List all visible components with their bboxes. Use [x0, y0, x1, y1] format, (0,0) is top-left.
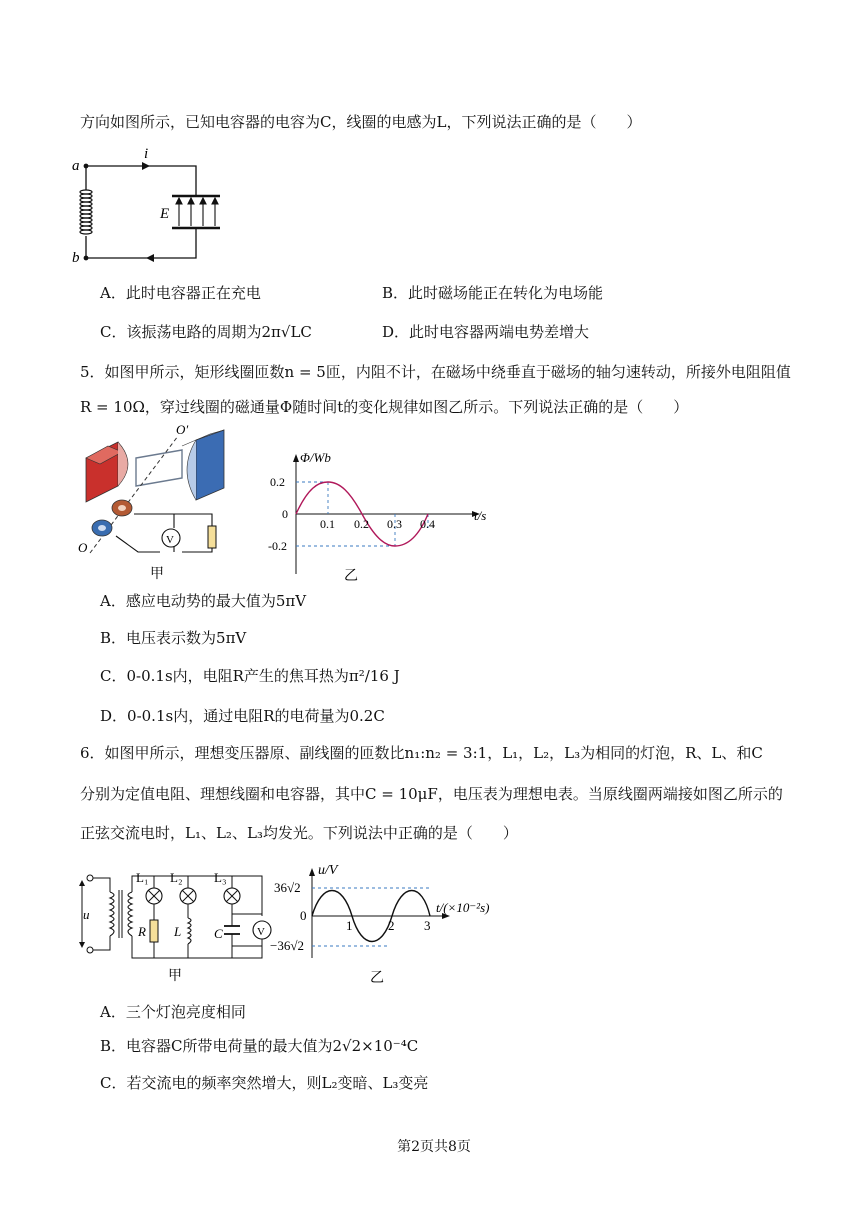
caption-jia-5: 甲	[150, 567, 164, 582]
label-C: C	[214, 926, 223, 941]
lc-circuit-figure	[72, 146, 236, 266]
q5-option-d: D．0-0.1s内，通过电阻R的电荷量为0.2C	[100, 707, 385, 725]
label-O-prime: O′	[176, 422, 189, 437]
flux-xtick-3: 0.3	[387, 517, 402, 531]
resistor-icon	[208, 526, 216, 548]
primary-coil	[110, 892, 114, 936]
voltage-xtick-1: 1	[346, 918, 353, 933]
flux-xtick-4: 0.4	[420, 517, 435, 531]
caption-jia-6: 甲	[168, 969, 182, 984]
voltage-xtick-2: 2	[388, 918, 395, 933]
q6-stem-line1: 6．如图甲所示，理想变压器原、副线圈的匝数比n₁:n₂ = 3:1，L₁，L₂，L₃为相同的灯泡，R、L、和C	[80, 744, 763, 762]
label-O: O	[78, 540, 88, 555]
inductor-L-icon	[188, 918, 191, 944]
q4-stem-tail: 方向如图所示，已知电容器的电容为C，线圈的电感为L，下列说法正确的是（ ）	[80, 113, 642, 131]
label-E: E	[160, 206, 170, 222]
q4-option-b: B．此时磁场能正在转化为电场能	[382, 284, 604, 302]
q5-option-a: A．感应电动势的最大值为5πV	[100, 592, 307, 610]
q5-option-b: B．电压表示数为5πV	[100, 629, 247, 647]
caption-yi-5: 乙	[344, 569, 358, 584]
voltage-ylabel: u/V	[318, 863, 338, 878]
flux-ytick-max: 0.2	[270, 475, 285, 489]
q4-option-a: A．此时电容器正在充电	[100, 284, 261, 302]
flux-xlabel: t/s	[474, 508, 487, 523]
label-L2: L₂	[170, 870, 183, 885]
inductor-coil	[80, 190, 92, 234]
label-R: R	[138, 924, 146, 939]
transformer-circuit-figure	[76, 862, 276, 986]
label-L1: L₁	[136, 870, 149, 885]
flux-ylabel: Φ/Wb	[300, 450, 331, 465]
q6-stem-line2: 分别为定值电阻、理想线圈和电容器，其中C = 10μF，电压表为理想电表。当原线圈两端接如图乙所示的	[80, 785, 783, 803]
flux-xtick-2: 0.2	[354, 517, 369, 531]
q6-option-a: A．三个灯泡亮度相同	[100, 1003, 246, 1021]
q4-option-c: C．该振荡电路的周期为2π√LC	[100, 323, 312, 341]
voltage-graph	[270, 860, 502, 986]
voltage-xtick-3: 3	[424, 918, 431, 933]
electric-field-arrows	[176, 198, 218, 226]
label-b: b	[72, 250, 80, 266]
current-arrow-icon	[142, 162, 150, 170]
flux-xtick-1: 0.1	[320, 517, 335, 531]
q5-stem-line2: R = 10Ω，穿过线圈的磁通量Φ随时间t的变化规律如图乙所示。下列说法正确的是（ ）	[80, 398, 689, 416]
q5-option-c: C．0-0.1s内，电阻R产生的焦耳热为π²/16 J	[100, 667, 400, 685]
caption-yi-6: 乙	[370, 971, 384, 986]
label-u: u	[83, 907, 90, 922]
voltage-ytick-max: 36√2	[274, 880, 301, 895]
voltmeter-label: V	[166, 534, 174, 546]
q6-option-c: C．若交流电的频率突然增大，则L₂变暗、L₃变亮	[100, 1074, 429, 1092]
secondary-coil	[128, 892, 132, 936]
label-L: L	[174, 924, 182, 939]
return-arrow-icon	[146, 254, 154, 262]
voltage-ytick-zero: 0	[300, 908, 307, 923]
generator-figure	[78, 422, 238, 583]
label-L3: L₃	[214, 870, 227, 885]
voltage-ytick-min: −36√2	[270, 938, 304, 953]
q5-stem-line1: 5．如图甲所示，矩形线圈匝数n = 5匝，内阻不计，在磁场中绕垂直于磁场的轴匀速转动，所接外电阻阻值	[80, 363, 791, 381]
label-i: i	[144, 146, 149, 162]
page-footer: 第2页共8页	[397, 1139, 471, 1155]
rotating-coil	[136, 450, 182, 486]
q6-option-b: B．电容器C所带电荷量的最大值为2√2×10⁻⁴C	[100, 1037, 419, 1055]
flux-ytick-zero: 0	[282, 507, 288, 521]
voltmeter-6-label: V	[257, 926, 265, 938]
magnet-pole-blue	[196, 430, 224, 500]
resistor-R-icon	[150, 920, 158, 942]
q6-stem-line3: 正弦交流电时，L₁、L₂、L₃均发光。下列说法中正确的是（ ）	[80, 824, 518, 842]
flux-graph	[262, 448, 494, 584]
flux-ytick-min: -0.2	[268, 539, 287, 553]
label-a: a	[72, 158, 80, 174]
voltage-xlabel: t/(×10⁻²s)	[436, 900, 490, 915]
q4-option-d: D．此时电容器两端电势差增大	[382, 323, 590, 341]
